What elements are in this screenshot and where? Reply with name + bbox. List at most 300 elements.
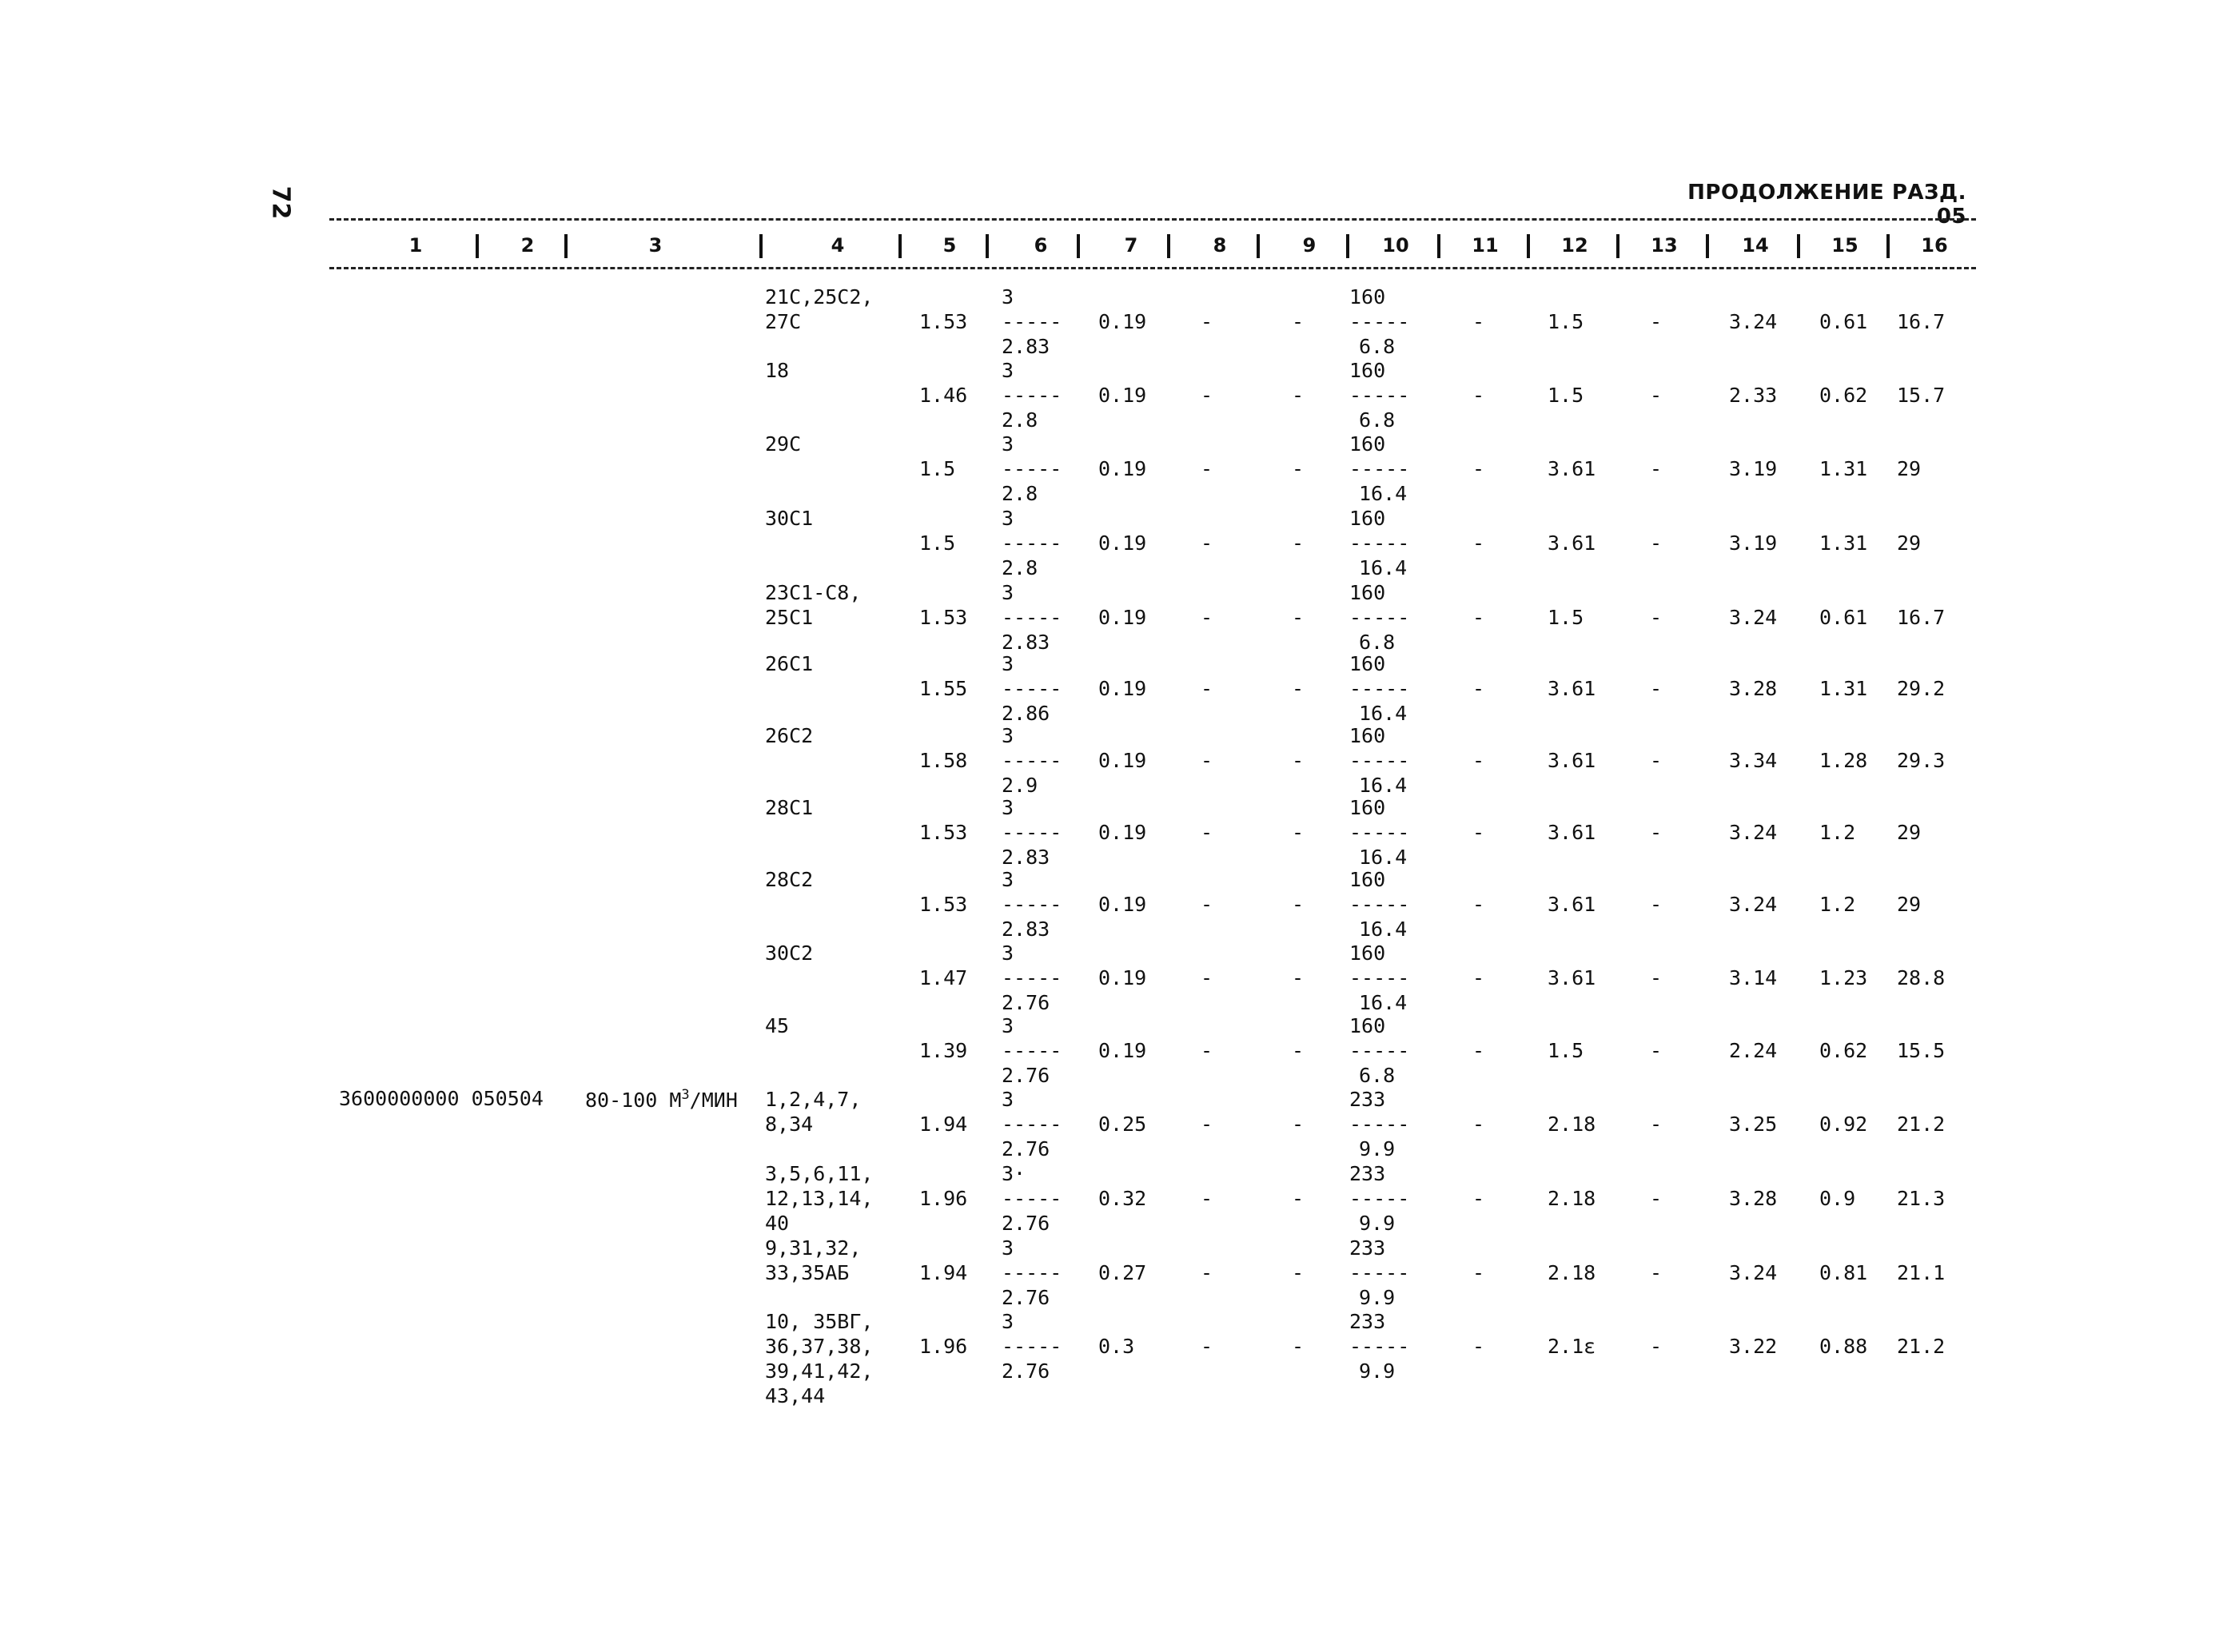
col4-designation: 26С2 <box>765 724 814 747</box>
col11-value: - <box>1472 1187 1485 1210</box>
fraction-bar: ----- <box>1002 310 1062 333</box>
header-separator <box>1346 234 1349 258</box>
col15-value: 1.2 <box>1819 893 1856 916</box>
fraction-bar: ----- <box>1002 749 1062 772</box>
fraction-bar: ----- <box>1349 310 1410 333</box>
col13-value: - <box>1650 1113 1663 1136</box>
col7-value: 0.19 <box>1098 310 1147 333</box>
col15-value: 0.88 <box>1819 1335 1868 1358</box>
header-separator <box>1437 234 1440 258</box>
col13-value: - <box>1650 1187 1663 1210</box>
col14-value: 3.22 <box>1729 1335 1778 1358</box>
col16-value: 29.2 <box>1897 677 1946 700</box>
col10-denominator: 9.9 <box>1359 1137 1396 1160</box>
col14-value: 3.24 <box>1729 606 1778 629</box>
col8-value: - <box>1201 1039 1213 1062</box>
col4-designation: 25С1 <box>765 606 814 629</box>
col10-numerator: 233 <box>1349 1236 1386 1260</box>
fraction-bar: ----- <box>1349 749 1410 772</box>
col13-value: - <box>1650 677 1663 700</box>
col10-denominator: 16.4 <box>1359 918 1408 941</box>
col5-value: 1.53 <box>919 310 968 333</box>
col14-value: 3.24 <box>1729 1261 1778 1284</box>
col10-numerator: 160 <box>1349 868 1386 891</box>
col6-numerator: 3 <box>1002 941 1014 965</box>
col6-numerator: 3 <box>1002 724 1014 747</box>
fraction-bar: ----- <box>1002 821 1062 844</box>
col4-designation: 28С1 <box>765 796 814 819</box>
header-separator <box>1527 234 1530 258</box>
col8-value: - <box>1201 531 1213 555</box>
col16-value: 29 <box>1897 821 1922 844</box>
fraction-bar: ----- <box>1002 531 1062 555</box>
col10-numerator: 160 <box>1349 581 1386 604</box>
header-separator <box>1797 234 1800 258</box>
col6-denominator: 2.83 <box>1002 918 1050 941</box>
fraction-bar: ----- <box>1349 1261 1410 1284</box>
col12-value: 1.5 <box>1548 384 1584 407</box>
header-col-6: 6 <box>1034 234 1048 257</box>
col7-value: 0.19 <box>1098 821 1147 844</box>
col15-value: 1.2 <box>1819 821 1856 844</box>
header-col-11: 11 <box>1472 234 1499 257</box>
col16-value: 29 <box>1897 457 1922 480</box>
group-code: 3600000000 050504 <box>339 1087 544 1110</box>
col4-designation: 33,35АБ <box>765 1261 850 1284</box>
header-separator <box>1257 234 1260 258</box>
col4-designation: 39,41,42, <box>765 1359 874 1383</box>
col16-value: 28.8 <box>1897 966 1946 989</box>
header-separator <box>476 234 479 258</box>
col5-value: 1.5 <box>919 457 956 480</box>
col13-value: - <box>1650 966 1663 989</box>
col16-value: 21.2 <box>1897 1335 1946 1358</box>
col16-value: 15.5 <box>1897 1039 1946 1062</box>
col6-numerator: 3 <box>1002 868 1014 891</box>
col4-designation: 3,5,6,11, <box>765 1162 874 1185</box>
col13-value: - <box>1650 531 1663 555</box>
col11-value: - <box>1472 310 1485 333</box>
col4-designation: 40 <box>765 1212 790 1235</box>
col4-designation: 10, 35ВГ, <box>765 1310 874 1333</box>
header-separator <box>564 234 568 258</box>
fraction-bar: ----- <box>1349 821 1410 844</box>
col11-value: - <box>1472 1335 1485 1358</box>
col13-value: - <box>1650 457 1663 480</box>
col11-value: - <box>1472 1039 1485 1062</box>
header-col-12: 12 <box>1561 234 1588 257</box>
col5-value: 1.47 <box>919 966 968 989</box>
col10-denominator: 9.9 <box>1359 1286 1396 1309</box>
col11-value: - <box>1472 457 1485 480</box>
col13-value: - <box>1650 1039 1663 1062</box>
header-separator <box>1886 234 1890 258</box>
col4-designation: 26С1 <box>765 652 814 675</box>
col6-numerator: 3 <box>1002 581 1014 604</box>
col15-value: 0.61 <box>1819 606 1868 629</box>
col5-value: 1.53 <box>919 821 968 844</box>
col15-value: 0.9 <box>1819 1187 1856 1210</box>
header-col-4: 4 <box>831 234 845 257</box>
group-code-cell <box>0 1087 738 1156</box>
col7-value: 0.19 <box>1098 893 1147 916</box>
col9-value: - <box>1292 457 1305 480</box>
col10-denominator: 9.9 <box>1359 1212 1396 1235</box>
col8-value: - <box>1201 1261 1213 1284</box>
col7-value: 0.19 <box>1098 457 1147 480</box>
col9-value: - <box>1292 1335 1305 1358</box>
col6-denominator: 2.8 <box>1002 482 1038 505</box>
col8-value: - <box>1201 1335 1213 1358</box>
header-col-3: 3 <box>648 234 663 257</box>
fraction-bar: ----- <box>1002 1039 1062 1062</box>
col4-designation: 23С1-С8, <box>765 581 862 604</box>
col6-numerator: 3 <box>1002 796 1014 819</box>
col6-numerator: 3 <box>1002 359 1014 382</box>
col15-value: 1.28 <box>1819 749 1868 772</box>
fraction-bar: ----- <box>1349 1113 1410 1136</box>
col13-value: - <box>1650 384 1663 407</box>
col6-denominator: 2.76 <box>1002 991 1050 1014</box>
fraction-bar: ----- <box>1349 531 1410 555</box>
col15-value: 1.23 <box>1819 966 1868 989</box>
col6-numerator: 3· <box>1002 1162 1026 1185</box>
col14-value: 3.28 <box>1729 677 1778 700</box>
col10-numerator: 233 <box>1349 1310 1386 1333</box>
fraction-bar: ----- <box>1349 606 1410 629</box>
col10-numerator: 160 <box>1349 359 1386 382</box>
col9-value: - <box>1292 1113 1305 1136</box>
col16-value: 29 <box>1897 531 1922 555</box>
col10-numerator: 160 <box>1349 652 1386 675</box>
header-col-1: 1 <box>408 234 423 257</box>
col12-value: 3.61 <box>1548 531 1596 555</box>
col11-value: - <box>1472 1261 1485 1284</box>
col6-denominator: 2.76 <box>1002 1286 1050 1309</box>
fraction-bar: ----- <box>1349 1335 1410 1358</box>
header-col-15: 15 <box>1831 234 1858 257</box>
col4-designation: 45 <box>765 1014 790 1037</box>
col9-value: - <box>1292 1261 1305 1284</box>
col4-designation: 8,34 <box>765 1113 814 1136</box>
col4-designation: 1,2,4,7, <box>765 1088 862 1111</box>
col8-value: - <box>1201 821 1213 844</box>
col7-value: 0.3 <box>1098 1335 1135 1358</box>
col12-value: 3.61 <box>1548 457 1596 480</box>
col5-value: 1.39 <box>919 1039 968 1062</box>
col14-value: 3.25 <box>1729 1113 1778 1136</box>
header-col-10: 10 <box>1382 234 1409 257</box>
col15-value: 0.61 <box>1819 310 1868 333</box>
col11-value: - <box>1472 1113 1485 1136</box>
col6-denominator: 2.8 <box>1002 556 1038 579</box>
col11-value: - <box>1472 531 1485 555</box>
col6-denominator: 2.76 <box>1002 1359 1050 1383</box>
col12-value: 3.61 <box>1548 821 1596 844</box>
col15-value: 0.81 <box>1819 1261 1868 1284</box>
col16-value: 21.2 <box>1897 1113 1946 1136</box>
col12-value: 3.61 <box>1548 966 1596 989</box>
header-col-14: 14 <box>1742 234 1769 257</box>
col7-value: 0.19 <box>1098 606 1147 629</box>
fraction-bar: ----- <box>1349 1187 1410 1210</box>
col10-denominator: 16.4 <box>1359 774 1408 797</box>
col16-value: 16.7 <box>1897 310 1946 333</box>
col11-value: - <box>1472 677 1485 700</box>
col5-value: 1.55 <box>919 677 968 700</box>
col4-designation: 30С1 <box>765 507 814 530</box>
col13-value: - <box>1650 893 1663 916</box>
fraction-bar: ----- <box>1002 1335 1062 1358</box>
col9-value: - <box>1292 966 1305 989</box>
col15-value: 1.31 <box>1819 457 1868 480</box>
col8-value: - <box>1201 310 1213 333</box>
col11-value: - <box>1472 749 1485 772</box>
header-col-9: 9 <box>1302 234 1317 257</box>
col5-value: 1.94 <box>919 1261 968 1284</box>
col16-value: 29.3 <box>1897 749 1946 772</box>
col6-numerator: 3 <box>1002 507 1014 530</box>
fraction-bar: ----- <box>1002 677 1062 700</box>
fraction-bar: ----- <box>1002 1261 1062 1284</box>
col14-value: 3.28 <box>1729 1187 1778 1210</box>
header-separator <box>1077 234 1080 258</box>
col13-value: - <box>1650 606 1663 629</box>
col15-value: 1.31 <box>1819 677 1868 700</box>
col13-value: - <box>1650 1261 1663 1284</box>
col10-numerator: 160 <box>1349 724 1386 747</box>
col7-value: 0.19 <box>1098 749 1147 772</box>
fraction-bar: ----- <box>1002 966 1062 989</box>
col11-value: - <box>1472 893 1485 916</box>
col10-denominator: 16.4 <box>1359 482 1408 505</box>
header-col-16: 16 <box>1921 234 1948 257</box>
col14-value: 3.34 <box>1729 749 1778 772</box>
col9-value: - <box>1292 531 1305 555</box>
col12-value: 2.1ε <box>1548 1335 1596 1358</box>
fraction-bar: ----- <box>1002 457 1062 480</box>
header-col-5: 5 <box>942 234 957 257</box>
col14-value: 3.24 <box>1729 893 1778 916</box>
fraction-bar: ----- <box>1349 384 1410 407</box>
col14-value: 3.14 <box>1729 966 1778 989</box>
col15-value: 1.31 <box>1819 531 1868 555</box>
col4-designation: 18 <box>765 359 790 382</box>
group-capacity: 80-100 $М^3$/МИН <box>585 1087 738 1112</box>
col10-numerator: 160 <box>1349 507 1386 530</box>
col16-value: 21.1 <box>1897 1261 1946 1284</box>
col14-value: 2.33 <box>1729 384 1778 407</box>
col8-value: - <box>1201 1187 1213 1210</box>
col6-numerator: 3 <box>1002 1236 1014 1260</box>
header-separator <box>1616 234 1619 258</box>
col11-value: - <box>1472 606 1485 629</box>
col6-denominator: 2.76 <box>1002 1212 1050 1235</box>
col7-value: 0.27 <box>1098 1261 1147 1284</box>
col13-value: - <box>1650 310 1663 333</box>
col6-denominator: 2.9 <box>1002 774 1038 797</box>
col5-value: 1.96 <box>919 1335 968 1358</box>
col6-numerator: 3 <box>1002 1310 1014 1333</box>
fraction-bar: ----- <box>1002 606 1062 629</box>
col8-value: - <box>1201 457 1213 480</box>
col4-designation: 36,37,38, <box>765 1335 874 1358</box>
col12-value: 2.18 <box>1548 1261 1596 1284</box>
col4-designation: 43,44 <box>765 1384 826 1407</box>
col9-value: - <box>1292 1039 1305 1062</box>
fraction-bar: ----- <box>1002 384 1062 407</box>
header-separator <box>898 234 902 258</box>
col16-value: 21.3 <box>1897 1187 1946 1210</box>
col7-value: 0.19 <box>1098 677 1147 700</box>
col11-value: - <box>1472 966 1485 989</box>
section-title: ПРОДОЛЖЕНИЕ РАЗД. 05 <box>1687 181 1966 229</box>
col12-value: 2.18 <box>1548 1113 1596 1136</box>
header-separator <box>759 234 763 258</box>
col4-designation: 12,13,14, <box>765 1187 874 1210</box>
col6-denominator: 2.76 <box>1002 1064 1050 1087</box>
col9-value: - <box>1292 606 1305 629</box>
col8-value: - <box>1201 966 1213 989</box>
col9-value: - <box>1292 749 1305 772</box>
col8-value: - <box>1201 606 1213 629</box>
col9-value: - <box>1292 893 1305 916</box>
col7-value: 0.19 <box>1098 966 1147 989</box>
col6-denominator: 2.83 <box>1002 335 1050 358</box>
col6-denominator: 2.83 <box>1002 631 1050 654</box>
col10-denominator: 16.4 <box>1359 556 1408 579</box>
col4-designation: 21С,25С2, <box>765 285 874 309</box>
col10-denominator: 9.9 <box>1359 1359 1396 1383</box>
col4-designation: 27С <box>765 310 802 333</box>
fraction-bar: ----- <box>1349 1039 1410 1062</box>
fraction-bar: ----- <box>1002 1187 1062 1210</box>
col14-value: 3.19 <box>1729 531 1778 555</box>
col5-value: 1.94 <box>919 1113 968 1136</box>
col10-numerator: 233 <box>1349 1088 1386 1111</box>
header-col-8: 8 <box>1213 234 1227 257</box>
col7-value: 0.19 <box>1098 1039 1147 1062</box>
col16-value: 16.7 <box>1897 606 1946 629</box>
col10-denominator: 16.4 <box>1359 991 1408 1014</box>
fraction-bar: ----- <box>1349 457 1410 480</box>
col15-value: 0.62 <box>1819 384 1868 407</box>
fraction-bar: ----- <box>1002 1113 1062 1136</box>
header-col-2: 2 <box>520 234 535 257</box>
header-bottom-rule <box>329 267 1976 269</box>
col6-numerator: 3 <box>1002 652 1014 675</box>
col8-value: - <box>1201 384 1213 407</box>
col4-designation: 9,31,32, <box>765 1236 862 1260</box>
col12-value: 1.5 <box>1548 1039 1584 1062</box>
col12-value: 1.5 <box>1548 606 1584 629</box>
col14-value: 2.24 <box>1729 1039 1778 1062</box>
col10-numerator: 160 <box>1349 285 1386 309</box>
col12-value: 1.5 <box>1548 310 1584 333</box>
col12-value: 3.61 <box>1548 749 1596 772</box>
col10-denominator: 6.8 <box>1359 1064 1396 1087</box>
col9-value: - <box>1292 821 1305 844</box>
col8-value: - <box>1201 1113 1213 1136</box>
col15-value: 0.92 <box>1819 1113 1868 1136</box>
col13-value: - <box>1650 749 1663 772</box>
fraction-bar: ----- <box>1349 677 1410 700</box>
col11-value: - <box>1472 821 1485 844</box>
col6-denominator: 2.83 <box>1002 846 1050 869</box>
col10-denominator: 6.8 <box>1359 335 1396 358</box>
col12-value: 2.18 <box>1548 1187 1596 1210</box>
col5-value: 1.5 <box>919 531 956 555</box>
col5-value: 1.58 <box>919 749 968 772</box>
col4-designation: 29С <box>765 432 802 456</box>
col8-value: - <box>1201 893 1213 916</box>
col15-value: 0.62 <box>1819 1039 1868 1062</box>
fraction-bar: ----- <box>1349 966 1410 989</box>
col5-value: 1.53 <box>919 893 968 916</box>
col10-numerator: 160 <box>1349 941 1386 965</box>
col10-denominator: 16.4 <box>1359 846 1408 869</box>
col13-value: - <box>1650 821 1663 844</box>
col7-value: 0.19 <box>1098 384 1147 407</box>
table-header <box>0 234 2219 261</box>
col10-numerator: 233 <box>1349 1162 1386 1185</box>
col7-value: 0.25 <box>1098 1113 1147 1136</box>
col8-value: - <box>1201 677 1213 700</box>
col6-numerator: 3 <box>1002 1014 1014 1037</box>
col9-value: - <box>1292 1187 1305 1210</box>
col10-denominator: 16.4 <box>1359 702 1408 725</box>
col11-value: - <box>1472 384 1485 407</box>
header-col-13: 13 <box>1651 234 1678 257</box>
col16-value: 15.7 <box>1897 384 1946 407</box>
col12-value: 3.61 <box>1548 677 1596 700</box>
col5-value: 1.96 <box>919 1187 968 1210</box>
col4-designation: 30С2 <box>765 941 814 965</box>
col10-numerator: 160 <box>1349 1014 1386 1037</box>
col6-numerator: 3 <box>1002 285 1014 309</box>
col12-value: 3.61 <box>1548 893 1596 916</box>
page-number: 72 <box>266 185 295 220</box>
col8-value: - <box>1201 749 1213 772</box>
header-separator <box>1706 234 1709 258</box>
header-col-7: 7 <box>1124 234 1138 257</box>
col10-denominator: 6.8 <box>1359 408 1396 432</box>
col7-value: 0.32 <box>1098 1187 1147 1210</box>
col16-value: 29 <box>1897 893 1922 916</box>
col9-value: - <box>1292 384 1305 407</box>
col4-designation: 28С2 <box>765 868 814 891</box>
header-separator <box>1167 234 1170 258</box>
col14-value: 3.24 <box>1729 310 1778 333</box>
col9-value: - <box>1292 310 1305 333</box>
col7-value: 0.19 <box>1098 531 1147 555</box>
col14-value: 3.24 <box>1729 821 1778 844</box>
col6-denominator: 2.86 <box>1002 702 1050 725</box>
col6-denominator: 2.76 <box>1002 1137 1050 1160</box>
col5-value: 1.46 <box>919 384 968 407</box>
col6-numerator: 3 <box>1002 1088 1014 1111</box>
fraction-bar: ----- <box>1002 893 1062 916</box>
col9-value: - <box>1292 677 1305 700</box>
col10-numerator: 160 <box>1349 432 1386 456</box>
col10-denominator: 6.8 <box>1359 631 1396 654</box>
col6-numerator: 3 <box>1002 432 1014 456</box>
col14-value: 3.19 <box>1729 457 1778 480</box>
col6-denominator: 2.8 <box>1002 408 1038 432</box>
fraction-bar: ----- <box>1349 893 1410 916</box>
header-separator <box>986 234 989 258</box>
top-rule <box>329 218 1976 221</box>
